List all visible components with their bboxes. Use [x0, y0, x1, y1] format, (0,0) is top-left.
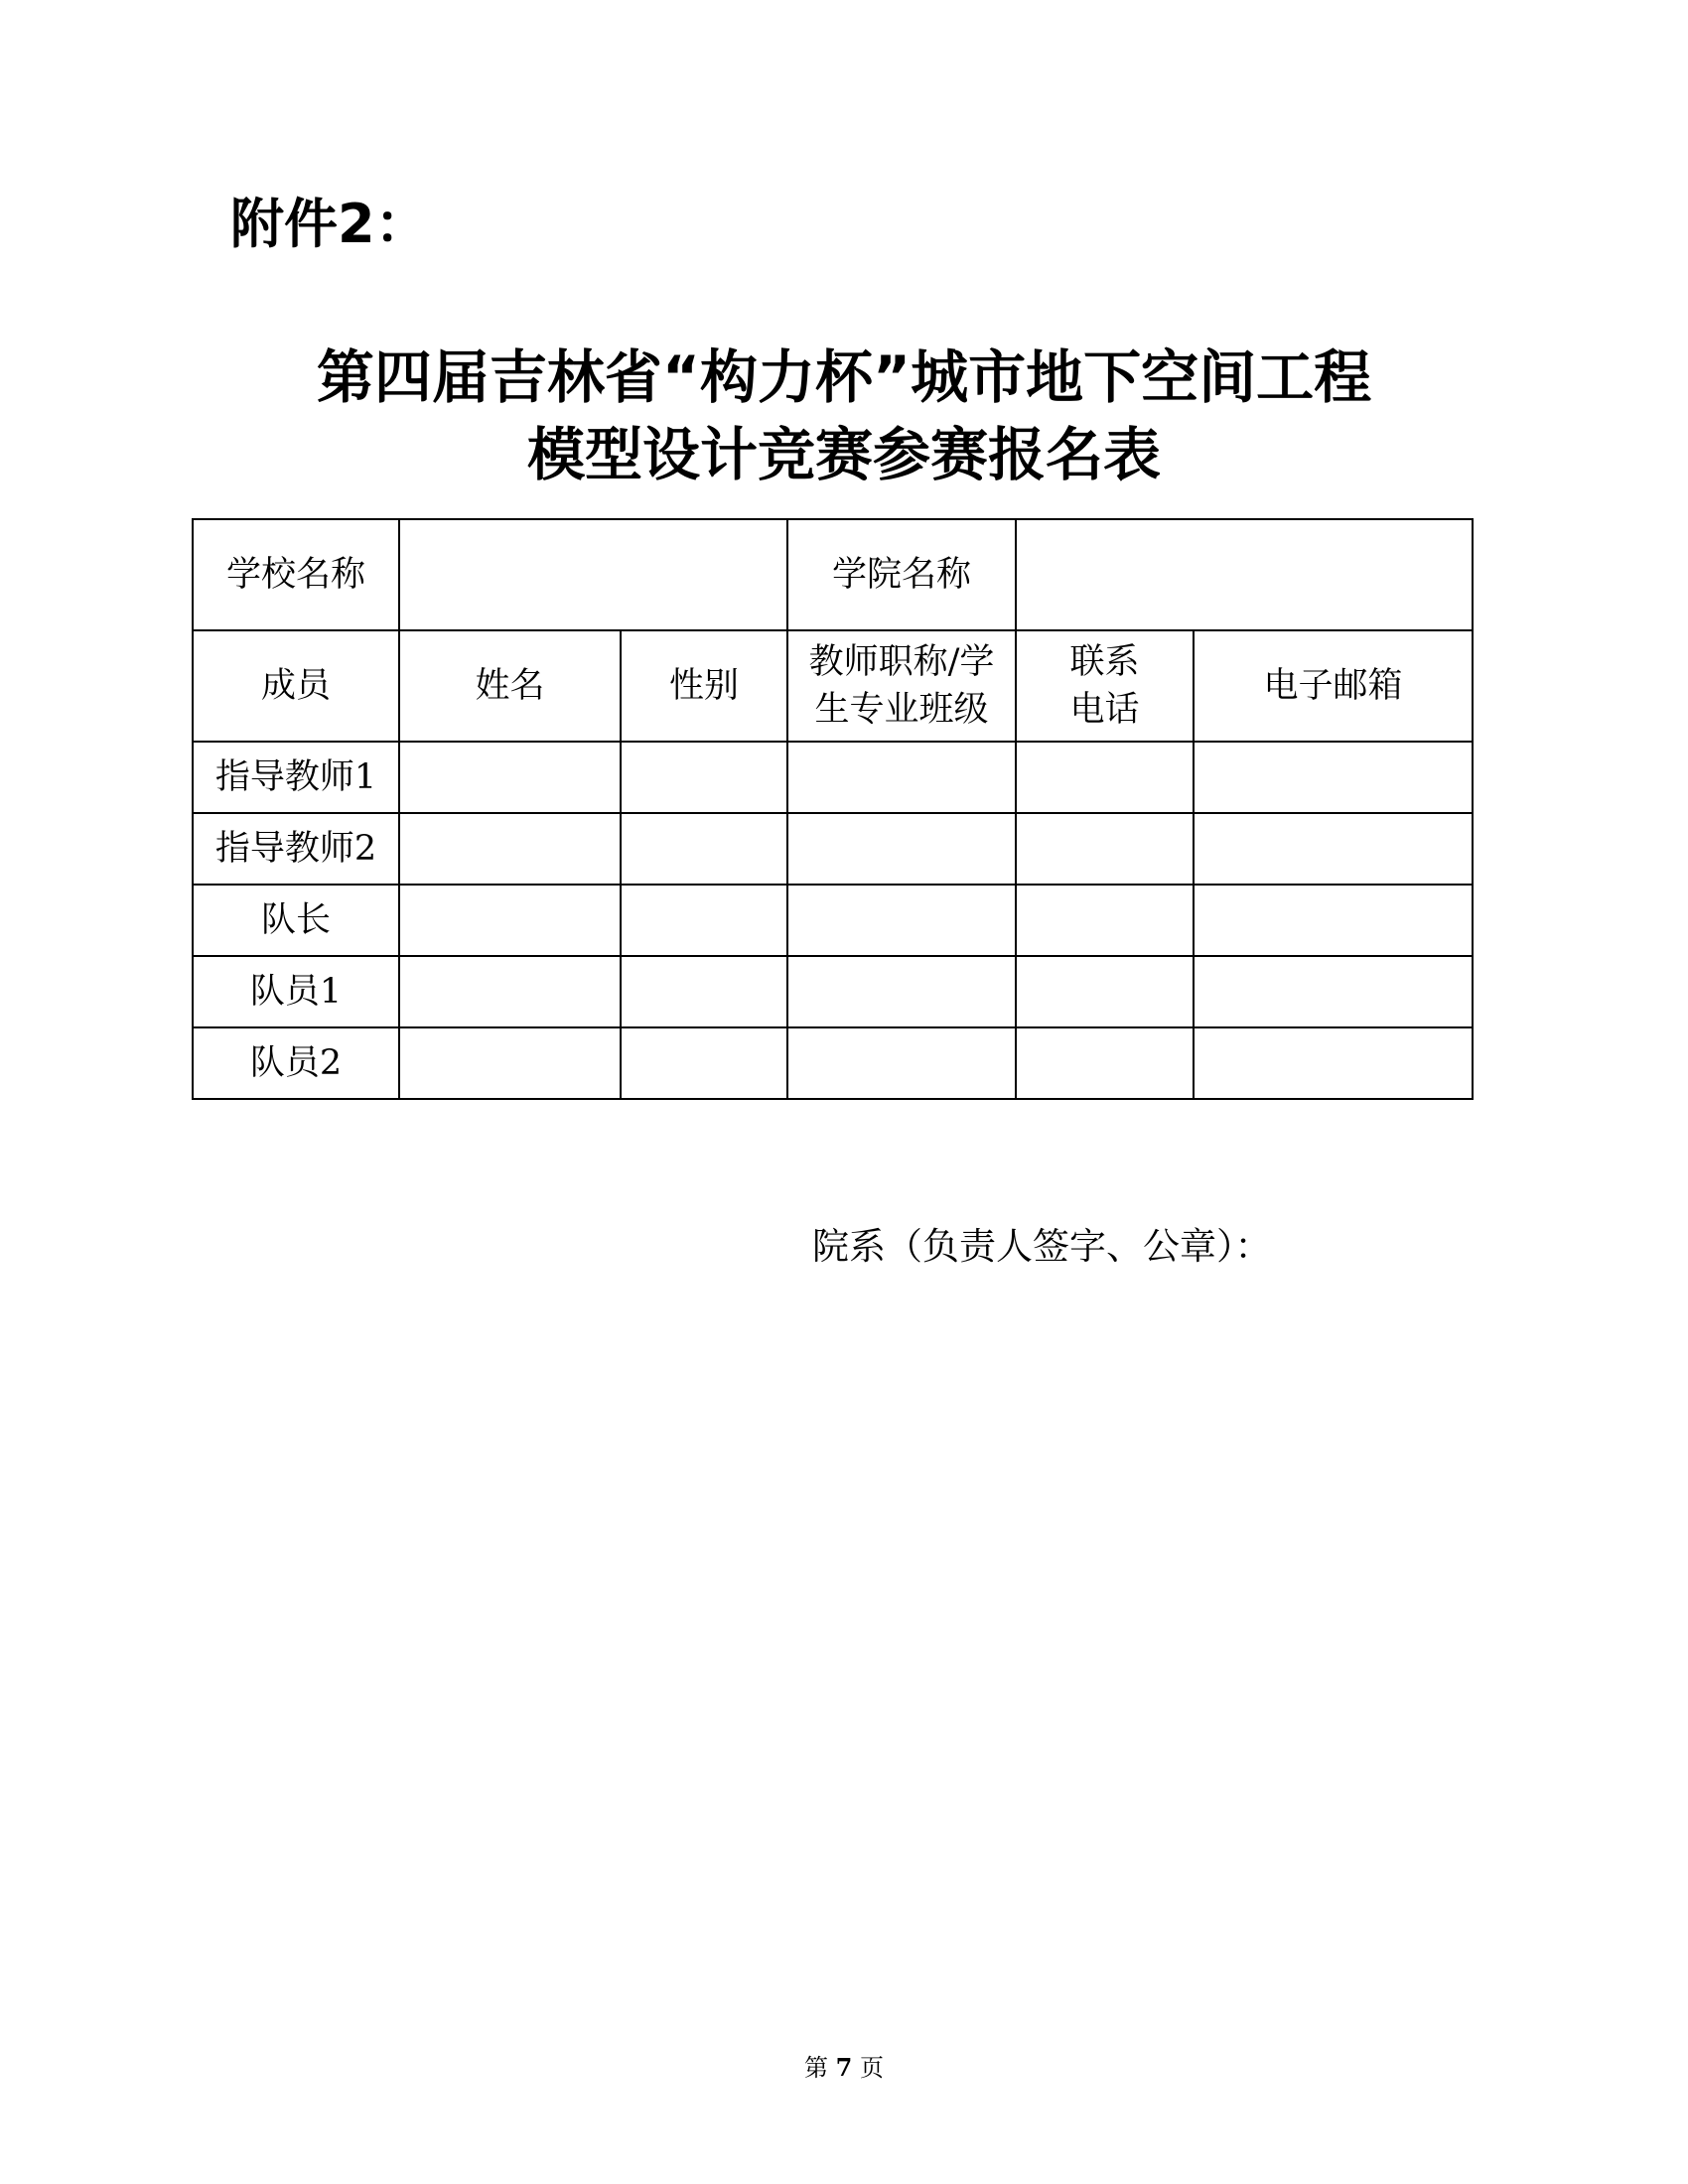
member-title-class-field[interactable] [787, 885, 1016, 956]
member-name-field[interactable] [399, 813, 621, 885]
page-number [0, 2051, 1688, 2085]
member-title-class-field[interactable] [787, 742, 1016, 813]
header-phone [1016, 630, 1194, 742]
member-email-field[interactable] [1194, 813, 1473, 885]
header-title-class-line-1: 教师职称/学 [808, 642, 995, 682]
member-phone-field[interactable] [1016, 885, 1194, 956]
header-phone-line-1: 联系 [1069, 642, 1140, 682]
member-email-field[interactable] [1194, 1027, 1473, 1099]
member-role: 队员2 [193, 1027, 399, 1099]
member-role: 队员1 [193, 956, 399, 1027]
registration-form-table [192, 518, 1474, 1100]
school-name-label: 学校名称 [193, 519, 399, 630]
member-title-class-field[interactable] [787, 956, 1016, 1027]
header-phone-line-2: 电话 [1069, 690, 1140, 730]
header-member: 成员 [193, 630, 399, 742]
table-row [193, 813, 1473, 885]
page-number-suffix: 页 [859, 2054, 884, 2082]
member-title-class-field[interactable] [787, 813, 1016, 885]
member-email-field[interactable] [1194, 885, 1473, 956]
college-name-field[interactable] [1016, 519, 1473, 630]
member-role: 指导教师2 [193, 813, 399, 885]
member-name-field[interactable] [399, 885, 621, 956]
member-email-field[interactable] [1194, 742, 1473, 813]
table-row [193, 885, 1473, 956]
header-email: 电子邮箱 [1194, 630, 1473, 742]
member-name-field[interactable] [399, 956, 621, 1027]
school-college-row [193, 519, 1473, 630]
document-title-line-2: 模型设计竞赛参赛报名表 [526, 421, 1161, 488]
table-row [193, 956, 1473, 1027]
member-phone-field[interactable] [1016, 813, 1194, 885]
header-gender: 性别 [621, 630, 787, 742]
college-name-label: 学院名称 [787, 519, 1016, 630]
table-row [193, 742, 1473, 813]
header-name: 姓名 [399, 630, 621, 742]
member-phone-field[interactable] [1016, 956, 1194, 1027]
school-name-field[interactable] [399, 519, 787, 630]
page-number-prefix: 第 [804, 2054, 828, 2082]
member-role: 指导教师1 [193, 742, 399, 813]
member-email-field[interactable] [1194, 956, 1473, 1027]
table-row [193, 1027, 1473, 1099]
member-gender-field[interactable] [621, 956, 787, 1027]
attachment-label: 附件2： [230, 193, 429, 255]
signature-label: 院系（负责人签字、公章）： [812, 1225, 1272, 1268]
member-gender-field[interactable] [621, 742, 787, 813]
column-header-row [193, 630, 1473, 742]
member-gender-field[interactable] [621, 1027, 787, 1099]
document-title-line-1: 第四届吉林省“构力杯”城市地下空间工程 [316, 343, 1372, 411]
member-role: 队长 [193, 885, 399, 956]
page-number-value: 7 [835, 2053, 853, 2082]
member-gender-field[interactable] [621, 813, 787, 885]
member-phone-field[interactable] [1016, 1027, 1194, 1099]
member-name-field[interactable] [399, 1027, 621, 1099]
header-title-class-line-2: 生专业班级 [814, 690, 989, 730]
member-phone-field[interactable] [1016, 742, 1194, 813]
member-title-class-field[interactable] [787, 1027, 1016, 1099]
header-title-class [787, 630, 1016, 742]
member-name-field[interactable] [399, 742, 621, 813]
member-gender-field[interactable] [621, 885, 787, 956]
